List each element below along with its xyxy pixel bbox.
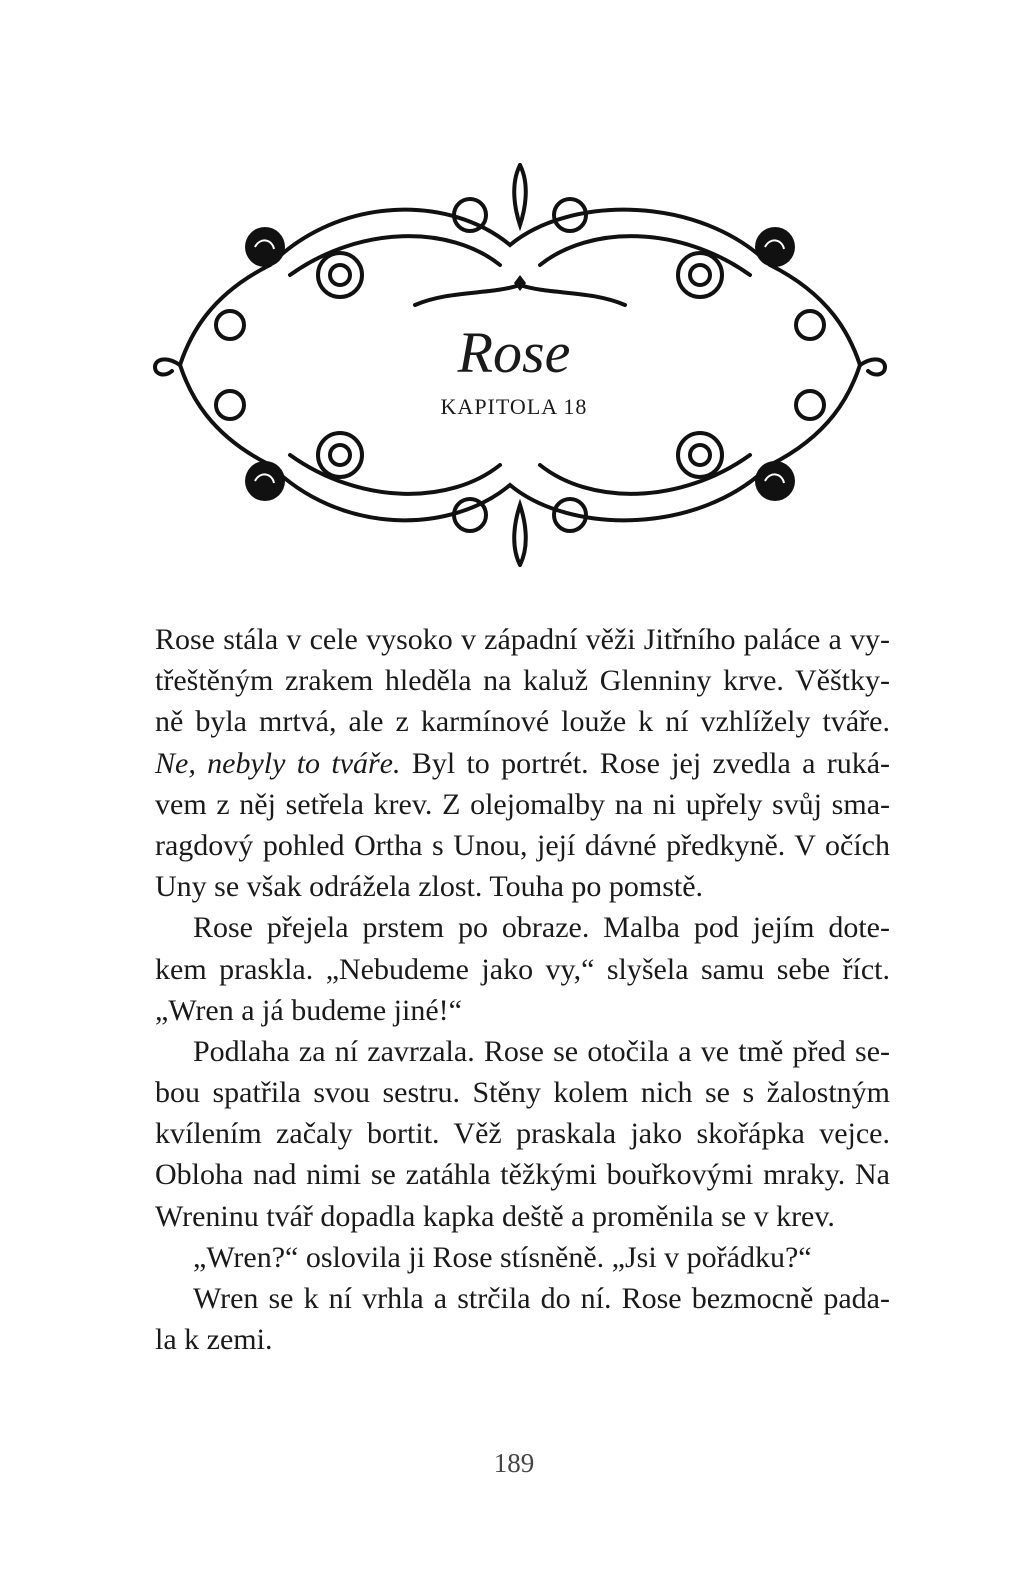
page-number: 189 <box>493 1448 535 1478</box>
text-line: vem z něj setřela krev. Z olejomalby na ni upřely svůj sma- <box>155 787 890 821</box>
text-line: bou spatřila svou sestru. Stěny kolem nich se s žalostným <box>155 1076 890 1110</box>
text-line: „Wren a já budeme jiné!“ <box>155 993 462 1027</box>
text-line <box>155 743 890 784</box>
text-line: ně byla mrtvá, ale z karmínové louže k ní vzhlížely tváře. <box>155 705 890 739</box>
chapter-number: KAPITOLA 18 <box>440 394 588 419</box>
italic-phrase: Ne, nebyly to tváře. <box>155 746 401 780</box>
text-line: Obloha nad nimi se zatáhla těžkými bouřkovými mraky. Na <box>155 1158 890 1192</box>
text-line: kem praskla. „Nebudeme jako vy,“ slyšela samu sebe říct. <box>155 952 890 986</box>
text-line: „Wren?“ oslovila ji Rose stísněně. „Jsi v pořádku?“ <box>193 1240 812 1274</box>
text-line: ragdový pohled Ortha s Unou, její dávné předkyně. V očích <box>155 828 890 862</box>
chapter-body <box>155 619 890 1360</box>
text-line-rest: Byl to portrét. Rose jej zvedla a ruká- <box>400 746 890 780</box>
text-line: kvílením začaly bortit. Věž praskala jako skořápka vejce. <box>155 1117 890 1151</box>
text-line: Podlaha za ní zavrzala. Rose se otočila a ve tmě před se- <box>193 1034 890 1068</box>
text-line: třeštěným zrakem hleděla na kaluž Glenniny krve. Věštky- <box>155 664 890 698</box>
text-line: Wreninu tvář dopadla kapka deště a proměnila se v krev. <box>155 1199 835 1233</box>
text-line: la k zemi. <box>155 1323 273 1357</box>
text-line: Uny se však odrážela zlost. Touha po pomstě. <box>155 870 704 904</box>
text-line: Wren se k ní vrhla a strčila do ní. Rose bezmocně pada- <box>193 1282 890 1315</box>
text-line: Rose stála v cele vysoko v západní věži Jitřního paláce a vy- <box>155 623 890 656</box>
chapter-title: Rose <box>457 320 571 385</box>
text-line: Rose přejela prstem po obraze. Malba pod jejím dote- <box>193 911 890 945</box>
